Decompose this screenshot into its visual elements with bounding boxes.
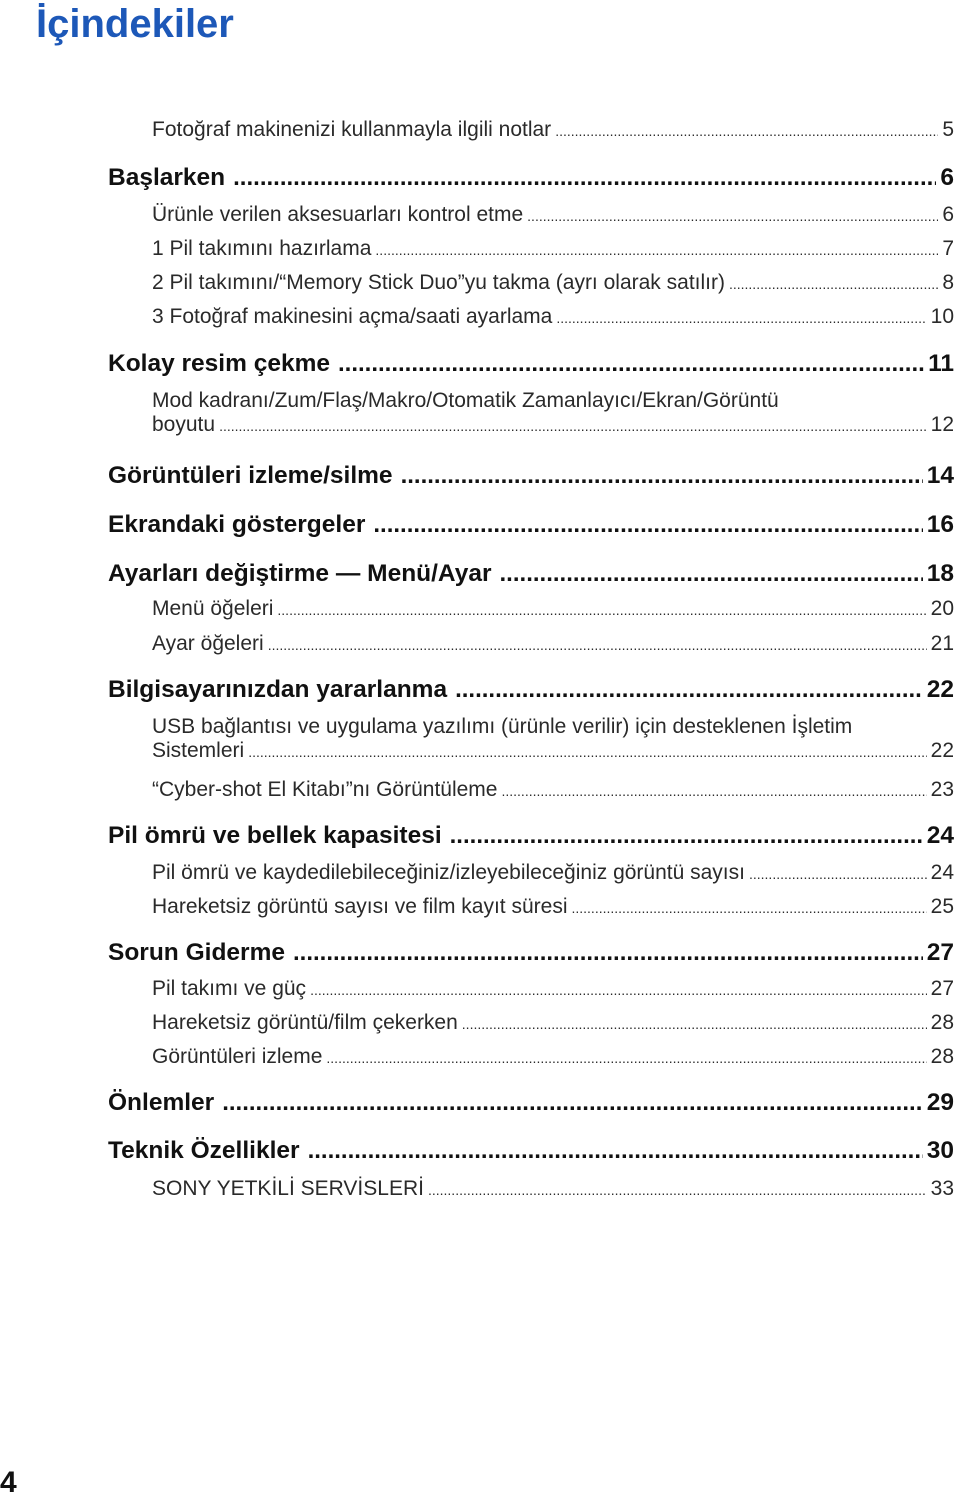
toc-entry-page: 24	[930, 861, 954, 884]
toc-section-page: 29	[926, 1089, 954, 1116]
dot-leader	[455, 676, 923, 701]
toc-section-label: Görüntüleri izleme/silme	[108, 462, 393, 489]
toc-entry-page: 7	[942, 237, 954, 260]
toc-entry-page: 27	[930, 977, 954, 1000]
toc-entry[interactable]	[152, 1177, 954, 1201]
toc-entry[interactable]	[152, 977, 954, 1001]
dot-leader	[373, 511, 922, 536]
toc-entry-page: 23	[930, 778, 954, 801]
dot-leader	[277, 597, 926, 618]
toc-entry-label: Ayar öğeleri	[152, 632, 264, 655]
toc-entry-page: 28	[930, 1011, 954, 1034]
toc-entry-page: 33	[930, 1177, 954, 1200]
dot-leader	[749, 861, 927, 882]
toc-entry[interactable]	[152, 305, 954, 329]
toc-entry[interactable]	[152, 895, 954, 919]
toc-section-page: 14	[926, 462, 954, 489]
toc-section[interactable]	[108, 560, 954, 588]
toc-entry[interactable]	[152, 715, 954, 763]
dot-leader	[338, 350, 924, 375]
toc-section-label: Teknik Özellikler	[108, 1137, 300, 1164]
toc-section-label: Ayarları değiştirme — Menü/Ayar	[108, 560, 492, 587]
toc-entry-page: 28	[930, 1045, 954, 1068]
toc-section[interactable]	[108, 350, 954, 378]
toc-section-page: 11	[928, 350, 954, 377]
toc-entry-label-line1: USB bağlantısı ve uygulama yazılımı (ürünle verilir) için desteklenen İşletim	[152, 715, 853, 738]
toc-entry-label: Fotoğraf makinenizi kullanmayla ilgili notlar	[152, 118, 552, 141]
toc-entry[interactable]	[152, 861, 954, 885]
toc-entry-page: 6	[942, 203, 954, 226]
toc-entry-label: “Cyber-shot El Kitabı”nı Görüntüleme	[152, 778, 498, 801]
toc-section[interactable]	[108, 822, 954, 850]
dot-leader	[268, 632, 927, 653]
toc-entry-label: Hareketsiz görüntü/film çekerken	[152, 1011, 458, 1034]
toc-section-label: Kolay resim çekme	[108, 350, 330, 377]
toc-entry[interactable]	[152, 237, 954, 261]
dot-leader	[233, 164, 936, 189]
toc-entry-label: 2 Pil takımını/“Memory Stick Duo”yu takma (ayrı olarak satılır)	[152, 271, 725, 294]
toc-entry[interactable]	[152, 203, 954, 227]
toc-section-label: Sorun Giderme	[108, 939, 285, 966]
toc-section[interactable]	[108, 939, 954, 967]
toc-section-label: Önlemler	[108, 1089, 215, 1116]
toc-section-page: 16	[926, 511, 954, 538]
toc-section-page: 6	[940, 164, 954, 191]
dot-leader	[308, 1137, 923, 1162]
toc-entry-page: 10	[930, 305, 954, 328]
toc-section-page: 22	[926, 676, 954, 703]
dot-leader	[729, 271, 938, 292]
dot-leader	[222, 1089, 923, 1114]
dot-leader	[310, 977, 927, 998]
toc-section-label: Başlarken	[108, 164, 226, 191]
toc-entry[interactable]	[152, 778, 954, 802]
dot-leader	[500, 560, 923, 585]
toc-entry-label: Sistemleri	[152, 739, 245, 762]
toc-entry[interactable]	[152, 1045, 954, 1069]
toc-entry-page: 25	[930, 895, 954, 918]
toc-section-label: Bilgisayarınızdan yararlanma	[108, 676, 448, 703]
toc-section[interactable]	[108, 164, 954, 192]
toc-section[interactable]	[108, 1137, 954, 1165]
dot-leader	[293, 939, 923, 964]
toc-entry-page: 12	[930, 413, 954, 436]
toc-entry-label: SONY YETKİLİ SERVİSLERİ	[152, 1177, 424, 1200]
toc-entry-label: Pil ömrü ve kaydedilebileceğiniz/izleyebileceğiniz görüntü sayısı	[152, 861, 745, 884]
toc-entry-label-line1: Mod kadranı/Zum/Flaş/Makro/Otomatik Zamanlayıcı/Ekran/Görüntü	[152, 389, 779, 412]
toc-entry-label: Hareketsiz görüntü sayısı ve film kayıt süresi	[152, 895, 568, 918]
toc-section[interactable]	[108, 511, 954, 539]
toc-entry-page: 5	[942, 118, 954, 141]
toc-entry-label: boyutu	[152, 413, 216, 436]
toc-entry-label: 1 Pil takımını hazırlama	[152, 237, 372, 260]
dot-leader	[555, 118, 938, 139]
toc-section-label: Ekrandaki göstergeler	[108, 511, 366, 538]
toc-entry-page: 20	[930, 597, 954, 620]
toc-entry-label: 3 Fotoğraf makinesini açma/saati ayarlama	[152, 305, 553, 328]
toc-entry[interactable]	[152, 1011, 954, 1035]
toc-entry-page: 8	[942, 271, 954, 294]
toc-entry-label: Görüntüleri izleme	[152, 1045, 323, 1068]
toc-entry-page: 22	[930, 739, 954, 762]
toc-entry[interactable]	[152, 389, 954, 437]
toc-section-page: 18	[926, 560, 954, 587]
dot-leader	[219, 413, 927, 434]
page-title: İçindekiler	[36, 2, 234, 46]
toc-section-label: Pil ömrü ve bellek kapasitesi	[108, 822, 442, 849]
dot-leader	[401, 462, 923, 487]
toc-entry[interactable]	[152, 632, 954, 656]
toc-section-page: 27	[926, 939, 954, 966]
dot-leader	[428, 1177, 927, 1198]
page-number: 4	[0, 1466, 17, 1499]
toc-section[interactable]	[108, 1089, 954, 1117]
toc-section-page: 30	[926, 1137, 954, 1164]
dot-leader	[462, 1011, 927, 1032]
dot-leader	[450, 822, 923, 847]
dot-leader	[375, 237, 938, 258]
toc-entry[interactable]	[152, 597, 954, 621]
toc-entry-page: 21	[930, 632, 954, 655]
toc-entry-label: Ürünle verilen aksesuarları kontrol etme	[152, 203, 524, 226]
dot-leader	[527, 203, 938, 224]
dot-leader	[501, 778, 926, 799]
dot-leader	[248, 739, 926, 760]
toc-section[interactable]	[108, 676, 954, 704]
toc-entry-label: Menü öğeleri	[152, 597, 274, 620]
dot-leader	[326, 1045, 926, 1066]
toc-entry[interactable]	[152, 118, 954, 142]
dot-leader	[571, 895, 926, 916]
toc-section-page: 24	[926, 822, 954, 849]
toc-section[interactable]	[108, 462, 954, 490]
dot-leader	[556, 305, 926, 326]
toc-entry[interactable]	[152, 271, 954, 295]
toc-entry-label: Pil takımı ve güç	[152, 977, 307, 1000]
